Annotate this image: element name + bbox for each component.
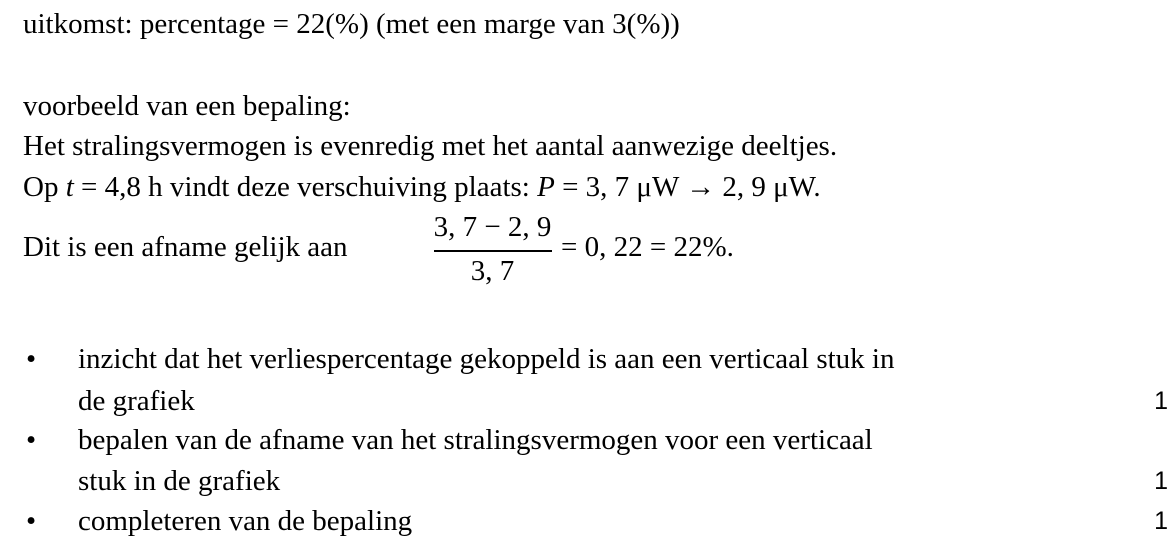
decrease-fraction: [432, 213, 553, 291]
bullet-icon: •: [26, 424, 37, 456]
time-variable: t: [65, 171, 74, 203]
criterion-score: 1: [1154, 387, 1168, 415]
statement-middle: = 4,8 h vindt deze verschuiving plaats:: [73, 171, 538, 203]
criterion-score: 1: [1154, 507, 1168, 535]
bullet-icon: •: [26, 343, 37, 375]
criterion-text: inzicht dat het verliespercentage gekoppeld is aan een verticaal stuk in: [78, 343, 895, 375]
example-heading: voorbeeld van een bepaling:: [23, 90, 351, 122]
fraction-result: = 0, 22 = 22%.: [561, 231, 734, 263]
fraction-numerator: 3, 7 − 2, 9: [433, 211, 552, 243]
power-variable: P: [537, 171, 555, 203]
fraction-bar: [434, 250, 552, 252]
statement-prefix: Op: [23, 171, 66, 203]
example-statement-decrease: Dit is een afname gelijk aan: [23, 231, 348, 263]
example-statement-proportional: Het stralingsvermogen is evenredig met het aantal aanwezige deeltjes.: [23, 130, 838, 162]
criterion-text-continued: stuk in de grafiek: [78, 465, 281, 497]
bullet-icon: •: [26, 505, 37, 537]
result-line: uitkomst: percentage = 22(%) (met een marge van 3(%)): [23, 8, 680, 40]
criterion-text-continued: de grafiek: [78, 385, 195, 417]
fraction-denominator: 3, 7: [470, 255, 515, 287]
criterion-text: bepalen van de afname van het stralingsvermogen voor een verticaal: [78, 424, 873, 456]
power-change-formula: = 3, 7 μW → 2, 9 μW.: [554, 171, 821, 203]
example-statement-shift: [23, 173, 821, 202]
criterion-text: completeren van de bepaling: [78, 505, 413, 537]
criterion-score: 1: [1154, 467, 1168, 495]
